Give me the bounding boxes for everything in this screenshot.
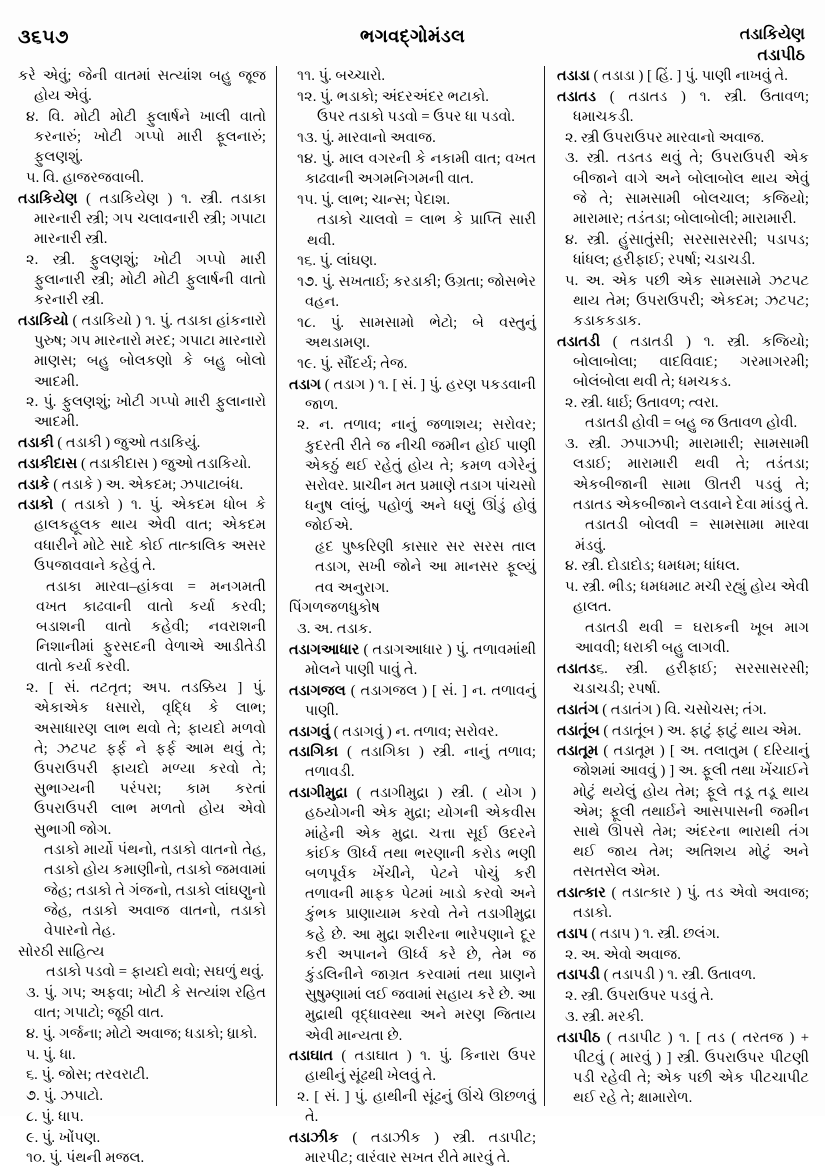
entry-headword: તડાકી — [18, 435, 54, 452]
sense-definition: ૭. પું. ઝપાટો. — [26, 1088, 103, 1105]
entry-headword: તડાતડી — [557, 333, 601, 350]
idiom-phrase: તડાતડી થવી = ઘરાકની ખૂબ માગ આવવી; ધરાકી બહુ લાગવી. — [575, 619, 809, 657]
dictionary-entry: તડાતૂમ ( તડાતૂમ ) [ અ. તલાતુમ ( દરિયાનું જોશમાં આવવું ) ] અ. ફૂલી તથા ખેંચાઈને મોટું થયેલું હોય તેમ; ફૂલે તડૂ તડૂ થાય એમ; ફૂલી તથાર્ઇને આસપાસની જમીન સાથે ઊપસે તેમ; અંદરના ભારાથી તંગ થઈ જાય તેમ; અતિશય મોટું અને તસતસેલ એમ. — [557, 743, 809, 881]
guide-word-first: તડાકિયેણ — [739, 26, 805, 43]
sense-definition: ૩. સ્ત્રી. તડતડ થવું તે; ઉપરાઉપરી એક બીજાને વાગે અને બોલાબોલ થાય એવું જે તે; સામસામી બોલચાલ; કજિયો; મારામાર; તડંતડા; બોલાબોલી; મારામારી. — [565, 150, 809, 227]
entry-headword: તડાગ — [289, 376, 321, 393]
running-title: ભગવદ્ગોમંડલ — [359, 26, 466, 46]
sense-definition: ૧૭. પું. સખતાર્ઇ; કરડાકી; ઉગ્રતા; જોસભેર વહન. — [297, 274, 536, 311]
dictionary-entry: તડાગવું ( તડાગવું ) ન. તળાવ; સરોવર. — [289, 723, 499, 740]
sense-definition: ૧૪. પું. માલ વગરની કે નકામી વાત; વખત કાઢવાની અગમનિગમની વાત. — [297, 150, 536, 188]
sense-definition: ૧૮. પું. સામસામો ભેટો; બે વસ્તુનું અથડામણ. — [297, 314, 536, 352]
dictionary-entry: તડાકિયેણ ( તડાકિયેણ ) ૧. સ્ત્રી. તડાકા મારનારી સ્ત્રી; ગપ ચલાવનારી સ્ત્રી; ગપાટા મારનારી સ્ત્રી. — [18, 190, 266, 248]
idiom-phrase: તડાતડી હોવી = બહુ જ ઉતાવળ હોવી. — [585, 415, 798, 432]
idiom-phrase: તડાકો ચાલવો = લાભ કે પ્રાપ્તિ સારી થવી. — [307, 212, 536, 249]
sense-definition: ૫. વિ. હાજરજવાબી. — [26, 170, 144, 187]
dictionary-entry: તડાતડ ( તડાતડ ) ૧. સ્ત્રી. ઉતાવળ; ધમાચકડી. — [557, 88, 809, 125]
dictionary-entry: તડાતૂંબ ( તડાતૂંબ ) અ. ફાટું ફાટું થાય એમ. — [557, 722, 802, 739]
verse-citation: હૃદ પુષ્કરિણી કાસાર સર સરસ તાલ તડાગ, સખી જોને આ માનસર ફૂલ્યું તવ અનુરાગ. — [315, 539, 536, 596]
entry-headword: તડાકે — [18, 476, 50, 493]
entry-headword: તડાપીઠ — [557, 1029, 601, 1046]
idiom-phrase: તડાકો પડવો = ફાયદો થવો; સઘળું થવું. — [46, 964, 264, 981]
entry-headword: તડાકીદાસ — [18, 455, 78, 472]
citation-source: સોરઠી સાહિત્ય — [18, 943, 105, 960]
entry-headword: તડાપડી — [557, 967, 600, 984]
page-header — [12, 14, 813, 66]
sense-definition: ૫. સ્ત્રી. ભીડ; ધમધમાટ મચી રહ્યું હોય એવી હાલત. — [565, 579, 809, 616]
sense-definition: ૧૧. પું. બચ્ચારો. — [297, 68, 386, 84]
dictionary-entry: તડાતંગ ( તડાતંગ ) વિ. ચસોચસ; તંગ. — [557, 701, 767, 718]
entry-headword: તડાપ — [557, 926, 588, 943]
entry-headword: તડાઘાત — [289, 1048, 334, 1065]
sense-definition: ૨. પું. ફુલણશું; ખોટી ગપ્પો મારી ફુલાનારો આદમી. — [26, 394, 266, 431]
sense-definition: ૨. સ્ત્રી. ઉપરાઉપર પડવું તે. — [565, 988, 714, 1005]
sense-definition: ૪. સ્ત્રી. હુંસાતુંસી; સરસાસરસી; પડાપડ; ધાંધલ; હરીફાઈ; રપર્ષા; ચડાચડી. — [565, 231, 809, 268]
sense-definition: ૨. સ્ત્રી ઉપરાઉપર મારવાનો અવાજ. — [565, 129, 765, 146]
sense-definition: ૧૬. પું. લાંઘણ. — [297, 253, 377, 270]
entry-headword: તડાગિકા — [289, 744, 339, 761]
sense-definition: ૨. અ. એવો અવાજ. — [565, 946, 681, 963]
sense-definition: ૨. [ સં. તટતૃત; અપ. તડક્કિય ] પું. એકાએક ધસારો, વૃદ્ધિ કે લાભ; અસાધારણ લાભ થવો તે; ફાયદો મળવો તે; ઝટપટ ફર્ફ ને ફર્ફ આમ થવું તે; ઉપરાઉપરી ફાયદો મળ્યા કરવો તે; સુભાગ્યની પરંપરા; કામ કરતાં ઉપરાઉપરી લાભ મળતો હોય એવો સુભાગી જોગ. — [26, 680, 266, 838]
dictionary-entry: તડાકિયો ( તડાકિયો ) ૧. પું. તડાકા હાંકનારો પુરુષ; ગપ મારનારો મરદ; ગપાટા મારનારો માણસ; બહુ બોલકણો કે બહુ બોલો આદમી. — [18, 312, 266, 390]
entry-headword: તડાગીમુદ્રા — [289, 785, 348, 802]
sense-definition: ૫. પું. ધા. — [26, 1046, 76, 1063]
entry-headword: તડાગવું — [289, 723, 331, 740]
sense-definition: ૩. અ. તડાક. — [297, 620, 372, 637]
sense-definition: ૪. સ્ત્રી. દોડાદોડ; ધમધમ; ધાંધલ. — [565, 558, 740, 575]
entry-headword: તડાઝીક — [289, 1130, 339, 1147]
dictionary-entry: તડાગઆધાર ( તડાગઆધાર ) પું. તળાવમાંથી મોલને પાણી પાવું તે. — [289, 641, 536, 678]
sense-definition: ૧૨. પું. ભડાકો; અંદરઅંદર ભટાકો. — [297, 88, 489, 105]
column-1 — [12, 66, 276, 1167]
paragraph-continuation: કરે એવું; જેની વાતમાં સત્યાંશ બહુ જૂજ હોય એવું. — [18, 68, 266, 105]
entry-headword: તડાત્કાર — [557, 885, 606, 902]
sense-definition: ૩. સ્ત્રી. મરકી. — [565, 1008, 644, 1025]
entry-headword: તડાતડ — [557, 660, 596, 677]
sense-definition: ૧૯. પું. સૌંદર્ય; તેજ. — [297, 355, 408, 372]
entry-headword: તડાડા — [557, 68, 590, 84]
dictionary-entry: તડાત્કાર ( તડાત્કાર ) પું. તડ એવો અવાજ; તડાકો. — [557, 885, 809, 922]
dictionary-entry: તડાકીદાસ ( તડાકીદાસ ) જુઓ તડાકિયો. — [18, 455, 252, 472]
dictionary-entry: તડાકો ( તડાકો ) ૧. પું. એકદમ ધોબ કે હાલકહૂલક થાય એવી વાત; એકદમ વધારીને મોટે સાદે કોઈ તાત્કાલિક અસર ઉપજાવવાને કહેવું તે. — [18, 497, 266, 574]
idiom-phrase: ઉપર તડાકો પડવો = ઉપર ધા પડવો. — [317, 109, 515, 126]
entry-headword: તડાકો — [18, 497, 54, 514]
sense-definition: ૫. અ. એક પછી એક સામસામે ઝટપટ થાય તેમ; ઉપરાઉપરી; એકદમ; ઝટપટ; કડાકકડાક. — [565, 272, 809, 329]
dictionary-entry: તડાઝીક ( તડાઝીક ) સ્ત્રી. તડાપીટ; મારપીટ; વારંવાર સખત રીતે મારવું તે. — [289, 1130, 536, 1167]
entry-headword: તડાકિયો — [18, 312, 69, 329]
idiom-phrase: તડાકા મારવા–હાંકવા = મનગમતી વખત કાઢવાની વાતો કર્યા કરવી; બડાશની વાતો કહેવી; નવરાશની નિશાનીમાં ફુરસદની વેળાએ આડીતેડી વાતો કર્યા કરવી. — [36, 578, 266, 676]
dictionary-entry: તડાકી ( તડાકી ) જુઓ તડાકિયું. — [18, 435, 201, 452]
dictionary-entry: તડાપીઠ ( તડાપીટ ) ૧. [ તડ ( તરતજ ) + પીટવું ( મારવું ) ] સ્ત્રી. ઉપરાઉપર પીટણી પડી રહેવી તે; એક પછી એક પીટચાપીટ થઈ રહે તે; ક્ષામારોળ. — [557, 1029, 809, 1107]
dictionary-entry: તડાતડ૬. સ્ત્રી. હરીફાઈ; સરસાસરસી; ચડાચડી; રપર્ષા. — [557, 660, 809, 698]
dictionary-entry: તડાગીમુદ્રા ( તડાગીમુદ્રા ) સ્ત્રી. ( યોગ ) હઠયોગની એક મુદ્રા; યોગની એકવીસ માંહેની એક મુદ્રા. ચત્તા સૂર્ઇ ઉદરને કાંઈક ઊર્ધ્વ તથા ભરણાની કરોડ ભણી બળપૂર્વક ખેંચીને, પેટને પોચું કરી તળાવની માફક પેટમાં ખાડો કરવો અને કુંભક પ્રાણાયામ કરવો તેને તડાગીમુદ્રા કહે છે. આ મુદ્રા શરીરના ભારેપણાને દૂર કરી અપાનને ઊર્ધ્વ કરે છે, તેમ જ કુંડલિનીને જાગ્રત કરવામાં તથા પ્રાણને સુષુમ્ણામાં લઈ જવામાં સહાય કરે છે. આ મુદ્રાથી વૃદ્ધાવસ્થા અને મરણ જિતાય એવી માન્યતા છે. — [289, 785, 536, 1044]
dictionary-entry: તડાઘાત ( તડાઘાત ) ૧. પું. કિનારા ઉપર હાથીનું સૂંઢથી ખેલવું તે. — [289, 1048, 536, 1085]
column-3 — [544, 66, 813, 1106]
idiom-phrase: તડાતડી બોલવી = સામસામા મારવા મંડવું. — [575, 517, 809, 554]
sense-definition: ૯. પું. ખોંપણ. — [26, 1129, 101, 1146]
verse-citation: તડાકો માર્યો પંથનો, તડાકો વાતનો તેહ, તડાકો હોય કમાણીનો, તડાકો જમવામાં જેહ; તડાકો તે ગંજનો, તડાકો લાંઘણુનો જેહ, તડાકો અવાજ વાતનો, તડાકો વેપારનો તેહ. — [44, 842, 266, 940]
dictionary-entry: તડાકે ( તડાકે ) અ. એકદમ; ઝપાટાબંધ. — [18, 476, 244, 493]
sense-definition: ૮. પું. ધાપ. — [26, 1108, 84, 1125]
text-columns — [12, 66, 813, 1167]
entry-headword: તડાગઆધાર — [289, 641, 360, 658]
entry-headword: તડાતંગ — [557, 701, 599, 718]
dictionary-entry: તડાપડી ( તડાપડી ) ૧. સ્ત્રી. ઉતાવળ. — [557, 967, 756, 984]
citation-source: પિંગળજળધુકોષ — [289, 600, 380, 617]
dictionary-entry: તડાડા ( તડાડા ) [ હિં. ] પું. પાણી નાખવું તે. — [557, 68, 788, 84]
dictionary-entry: તડાગ ( તડાગ ) ૧. [ સં. ] પું. હરણ પકડવાની જાળ. — [289, 376, 536, 413]
sense-definition: ૨. સ્ત્રી. ફુલણશું; ખોટી ગપ્પો મારી ફુલાનારી સ્ત્રી; મોટી મોટી ફુલાર્ષની વાતો કરનારી સ્ત્રી. — [26, 251, 266, 309]
entry-headword: તડાગજલ — [289, 682, 346, 699]
sense-definition: ૨. સ્ત્રી. ધાર્ઇ; ઉતાવળ; ત્વરા. — [565, 394, 719, 411]
sense-definition: ૪. પું. ગર્જના; મોટો અવાજ; ધડાકો; ધ્રાકો. — [26, 1026, 257, 1043]
folio-page-number: ૩૬૫૭ — [18, 27, 69, 48]
guide-word-last: તડાપીઠ — [757, 47, 805, 65]
sense-definition: ૩. પું. ગપ; અફવા; ખોટી કે સત્યાંશ રહિત વાત; ગપાટો; જૂઠી વાત. — [26, 985, 266, 1022]
sense-definition: ૧૫. પું. લાભ; ચાન્સ; પેદાશ. — [297, 191, 450, 208]
entry-headword: તડાતડ — [557, 88, 596, 105]
sense-definition: ૩. સ્ત્રી. ઝપાઝપી; મારામારી; સામસામી લડાઈ; મારામારી થવી તે; તડંતડા; એકબીજાની સામા ઊતરી પડવું તે; તડાતડ એકબીજાને લડવાને દેવા માંડવું તે. — [565, 436, 809, 513]
sense-definition: ૧૦. પું. પંથની મજલ. — [26, 1150, 145, 1167]
column-2 — [276, 66, 544, 1167]
entry-headword: તડાકિયેણ — [18, 190, 78, 207]
sense-definition: ૨. ન. તળાવ; નાનું જળાશય; સરોવર; કુદરતી રીતે જ નીચી જમીન હોઈ પાણી એકઠું થઈ રહેતું હોય તે; કમળ વગેરેનું સરોવર. પ્રાચીન મત પ્રમાણે તડાગ પાંચસો ધનુષ લાંબું, પહોળું અને ધણું ઊંડું હોવું જોઈએ. — [297, 417, 536, 535]
dictionary-entry: તડાગિકા ( તડાગિકા ) સ્ત્રી. નાનું તળાવ; તળાવડી. — [289, 744, 536, 781]
dictionary-entry: તડાતડી ( તડાતડી ) ૧. સ્ત્રી. કજિયો; બોલાબોલા; વાદવિવાદ; ગરમાગરમી; બોલંબોલા થવી તે; ધમચકડ. — [557, 333, 809, 391]
sense-definition: ૪. વિ. મોટી મોટી ફુલાર્ષને ખાલી વાતો કરનારું; ખોટી ગપ્પો મારી ફૂલનારું; ફુલણશું. — [26, 108, 266, 166]
entry-headword: તડાતૂંબ — [557, 722, 600, 739]
dictionary-entry: તડાગજલ ( તડાગજલ ) [ સં. ] ન. તળાવનું પાણી. — [289, 682, 536, 719]
sense-definition: ૧૩. પું. મારવાનો અવાજ. — [297, 130, 436, 147]
dictionary-entry: તડાપ ( તડાપ ) ૧. સ્ત્રી. છલંગ. — [557, 926, 720, 943]
sense-definition: ૬. પું. જોસ; તરવરાટી. — [26, 1067, 149, 1084]
entry-headword: તડાતૂમ — [557, 743, 599, 760]
sense-definition: ૨. [ સં. ] પું. હાથીની સૂંઢનું ઊંચે ઊછળવું તે. — [297, 1089, 536, 1126]
